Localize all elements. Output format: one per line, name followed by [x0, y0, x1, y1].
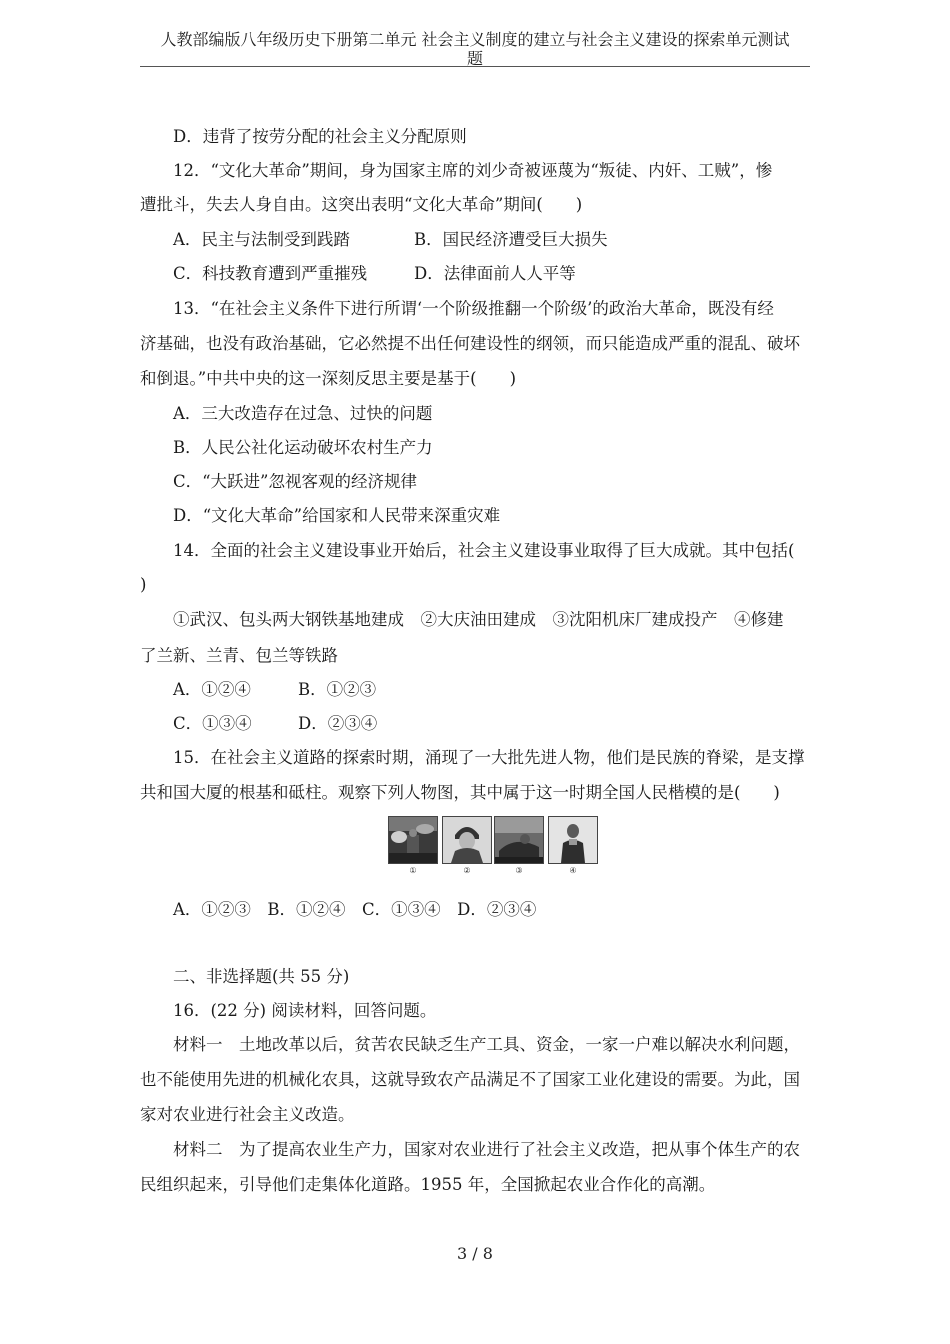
q14-option-c: C．①③④: [173, 714, 252, 733]
q14-stem-2: ): [140, 575, 147, 594]
header-title: 人教部编版八年级历史下册第二单元 社会主义制度的建立与社会主义建设的探索单元测试: [160, 30, 790, 49]
q12-stem-2: 遭批斗，失去人身自由。这突出表明“文化大革命”期间( ): [140, 195, 583, 214]
portrait-photo-2: [442, 816, 492, 864]
q16-material1-line2: 也不能使用先进的机械化农具，这就导致农产品满足不了国家工业化建设的需要。为此，国: [140, 1070, 800, 1089]
q15-portrait-strip: [386, 816, 598, 878]
q14-option-b: B．①②③: [298, 680, 377, 699]
section-title: 二、非选择题(共 55 分): [173, 967, 350, 986]
page-number: 3 / 8: [457, 1244, 493, 1263]
portrait-label-4: ④: [569, 866, 577, 875]
q12-option-d: D．法律面前人人平等: [414, 264, 576, 283]
header-title-wrap: 题: [466, 49, 483, 68]
q13-option-d: D．“文化大革命”给国家和人民带来深重灾难: [173, 506, 501, 525]
q13-stem-2: 济基础，也没有政治基础，它必然提不出任何建设性的纲领，而只能造成严重的混乱、破坏: [140, 334, 800, 353]
portrait-label-2: ②: [463, 866, 471, 875]
q13-option-a: A．三大改造存在过急、过快的问题: [173, 404, 433, 423]
q16-material2-line1: 材料二 为了提高农业生产力，国家对农业进行了社会主义改造，把从事个体生产的农: [173, 1140, 800, 1159]
portrait-photo-3: [494, 816, 544, 864]
portrait-label-3: ③: [515, 866, 523, 875]
q16-stem: 16．(22 分) 阅读材料，回答问题。: [173, 1001, 437, 1020]
q15-options: A．①②③ B．①②④ C．①③④ D．②③④: [173, 900, 537, 919]
q15-stem-2: 共和国大厦的根基和砥柱。观察下列人物图，其中属于这一时期全国人民楷模的是( ): [140, 783, 780, 802]
q16-material1-line1: 材料一 土地改革以后，贫苦农民缺乏生产工具、资金，一家一户难以解决水利问题，: [173, 1035, 800, 1054]
q12-option-a: A．民主与法制受到践踏: [173, 230, 350, 249]
q15-stem-1: 15．在社会主义道路的探索时期，涌现了一大批先进人物，他们是民族的脊梁，是支撑: [173, 748, 805, 767]
q12-option-c: C．科技教育遭到严重摧残: [173, 264, 368, 283]
header-divider: [140, 66, 810, 67]
q14-option-a: A．①②④: [173, 680, 251, 699]
q11-option-d: D．违背了按劳分配的社会主义分配原则: [173, 127, 467, 146]
q12-option-b: B．国民经济遭受巨大损失: [414, 230, 608, 249]
page-header: [140, 30, 810, 68]
q13-option-c: C．“大跃进”忽视客观的经济规律: [173, 472, 417, 491]
q14-items-2: 了兰新、兰青、包兰等铁路: [140, 646, 338, 665]
q14-option-d: D．②③④: [298, 714, 378, 733]
q12-stem-1: 12．“文化大革命”期间，身为国家主席的刘少奇被诬蔑为“叛徒、内奸、工贼”，惨: [173, 161, 773, 180]
q14-items-1: ①武汉、包头两大钢铁基地建成 ②大庆油田建成 ③沈阳机床厂建成投产 ④修建: [173, 610, 784, 629]
portrait-label-1: ①: [409, 866, 417, 875]
q13-stem-1: 13．“在社会主义条件下进行所谓‘一个阶级推翻一个阶级’的政治大革命，既没有经: [173, 299, 774, 318]
q13-option-b: B．人民公社化运动破坏农村生产力: [173, 438, 433, 457]
portrait-photo-1: [388, 816, 438, 864]
portrait-photo-4: [548, 816, 598, 864]
q16-material1-line3: 家对农业进行社会主义改造。: [140, 1105, 355, 1124]
q13-stem-3: 和倒退。”中共中央的这一深刻反思主要是基于( ): [140, 369, 517, 388]
q14-stem-1: 14．全面的社会主义建设事业开始后，社会主义建设事业取得了巨大成就。其中包括(: [173, 541, 795, 560]
q16-material2-line2: 民组织起来，引导他们走集体化道路。1955 年，全国掀起农业合作化的高潮。: [140, 1175, 716, 1194]
